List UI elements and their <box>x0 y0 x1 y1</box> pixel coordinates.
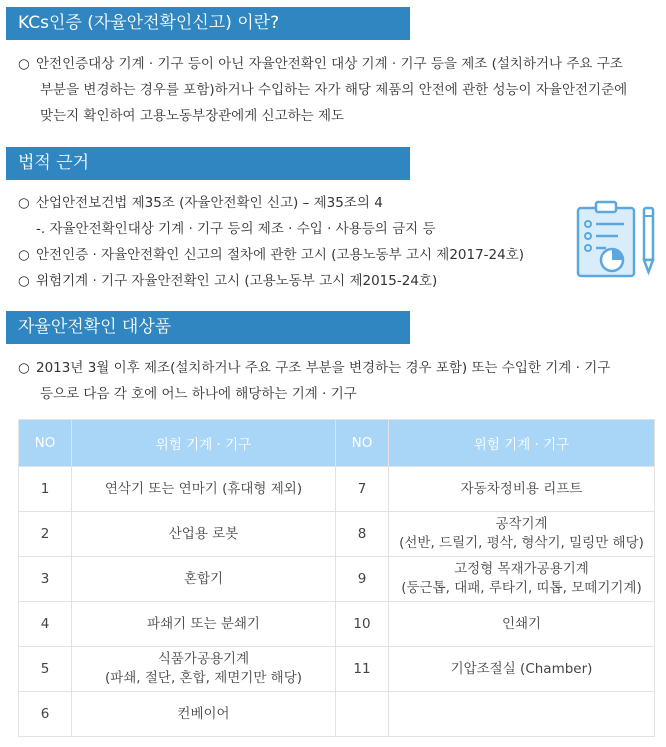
cell-equipment: 연삭기 또는 연마기 (휴대형 제외) <box>72 467 336 512</box>
cell-equipment: 컨베이어 <box>72 692 336 737</box>
cell-no: 3 <box>19 557 72 602</box>
cell-equipment: 산업용 로봇 <box>72 512 336 557</box>
section-title-kcs <box>6 7 410 40</box>
bullet: ○ <box>18 273 30 289</box>
bullet: ○ <box>18 360 30 376</box>
legal-item: ○ 산업안전보건법 제35조 (자율안전확인 신고) – 제35조의 4 <box>18 190 524 216</box>
kcs-line-3: 맞는지 확인하여 고용노동부장관에게 신고하는 제도 <box>40 108 345 124</box>
legal-list <box>18 190 524 294</box>
cell-equipment: 혼합기 <box>72 557 336 602</box>
section-title-legal <box>6 147 410 180</box>
cell-no: 11 <box>336 647 389 692</box>
cell-equipment <box>389 692 655 737</box>
cell-no: 1 <box>19 467 72 512</box>
kcs-description <box>18 51 627 129</box>
column-header-equipment: 위험 기계 · 기구 <box>389 420 655 467</box>
cell-no: 10 <box>336 602 389 647</box>
cell-no <box>336 692 389 737</box>
table-row <box>19 602 655 647</box>
cell-equipment: 파쇄기 또는 분쇄기 <box>72 602 336 647</box>
cell-no: 6 <box>19 692 72 737</box>
target-equipment-table <box>18 419 655 737</box>
targets-line-1: 2013년 3월 이후 제조(설치하거나 주요 구조 부분을 변경하는 경우 포함) 또는 수입한 기계 · 기구 <box>36 360 611 376</box>
column-header-no: NO <box>336 420 389 467</box>
legal-item: ○ 위험기계 · 기구 자율안전확인 고시 (고용노동부 고시 제2015-24호) <box>18 268 524 294</box>
cell-no: 4 <box>19 602 72 647</box>
cell-no: 2 <box>19 512 72 557</box>
cell-no: 8 <box>336 512 389 557</box>
kcs-line-1: 안전인증대상 기계 · 기구 등이 아닌 자율안전확인 대상 기계 · 기구 등을 제조 (설치하거나 주요 구조 <box>36 56 623 72</box>
column-header-no: NO <box>19 420 72 467</box>
checklist-clipboard-pencil-icon <box>574 200 662 280</box>
column-header-equipment: 위험 기계 · 기구 <box>72 420 336 467</box>
section-title-text: KCs인증 (자율안전확인신고) 이란? <box>18 13 280 33</box>
cell-no: 9 <box>336 557 389 602</box>
cell-equipment: 기압조절실 (Chamber) <box>389 647 655 692</box>
cell-no: 5 <box>19 647 72 692</box>
table-row <box>19 557 655 602</box>
section-title-text: 자율안전확인 대상품 <box>18 317 172 337</box>
cell-no: 7 <box>336 467 389 512</box>
cell-equipment: 고정형 목재가공용기계 (둥근톱, 대패, 루타기, 띠톱, 모떼기기계) <box>389 557 655 602</box>
legal-item: ○ 안전인증 · 자율안전확인 신고의 절차에 관한 고시 (고용노동부 고시 제2017-24호) <box>18 242 524 268</box>
cell-equipment: 자동차정비용 리프트 <box>389 467 655 512</box>
cell-equipment: 공작기계 (선반, 드릴기, 평삭, 형삭기, 밀링만 해당) <box>389 512 655 557</box>
table-row <box>19 512 655 557</box>
table-header-row <box>19 420 655 467</box>
bullet: ○ <box>18 247 30 263</box>
table-row <box>19 692 655 737</box>
table-row <box>19 647 655 692</box>
legal-subitem: -. 자율안전확인대상 기계 · 기구 등의 제조 · 수입 · 사용등의 금지 등 <box>36 221 436 237</box>
bullet: ○ <box>18 56 30 72</box>
bullet: ○ <box>18 195 30 211</box>
table-row <box>19 467 655 512</box>
cell-equipment: 인쇄기 <box>389 602 655 647</box>
kcs-line-2: 부분을 변경하는 경우를 포함)하거나 수입하는 자가 해당 제품의 안전에 관한 성능이 자율안전기준에 <box>40 82 628 98</box>
targets-line-2: 등으로 다음 각 호에 어느 하나에 해당하는 기계 · 기구 <box>40 386 357 402</box>
section-title-text: 법적 근거 <box>18 153 90 173</box>
targets-description <box>18 355 610 407</box>
section-title-targets <box>6 311 410 344</box>
cell-equipment: 식품가공용기계 (파쇄, 절단, 혼합, 제면기만 해당) <box>72 647 336 692</box>
